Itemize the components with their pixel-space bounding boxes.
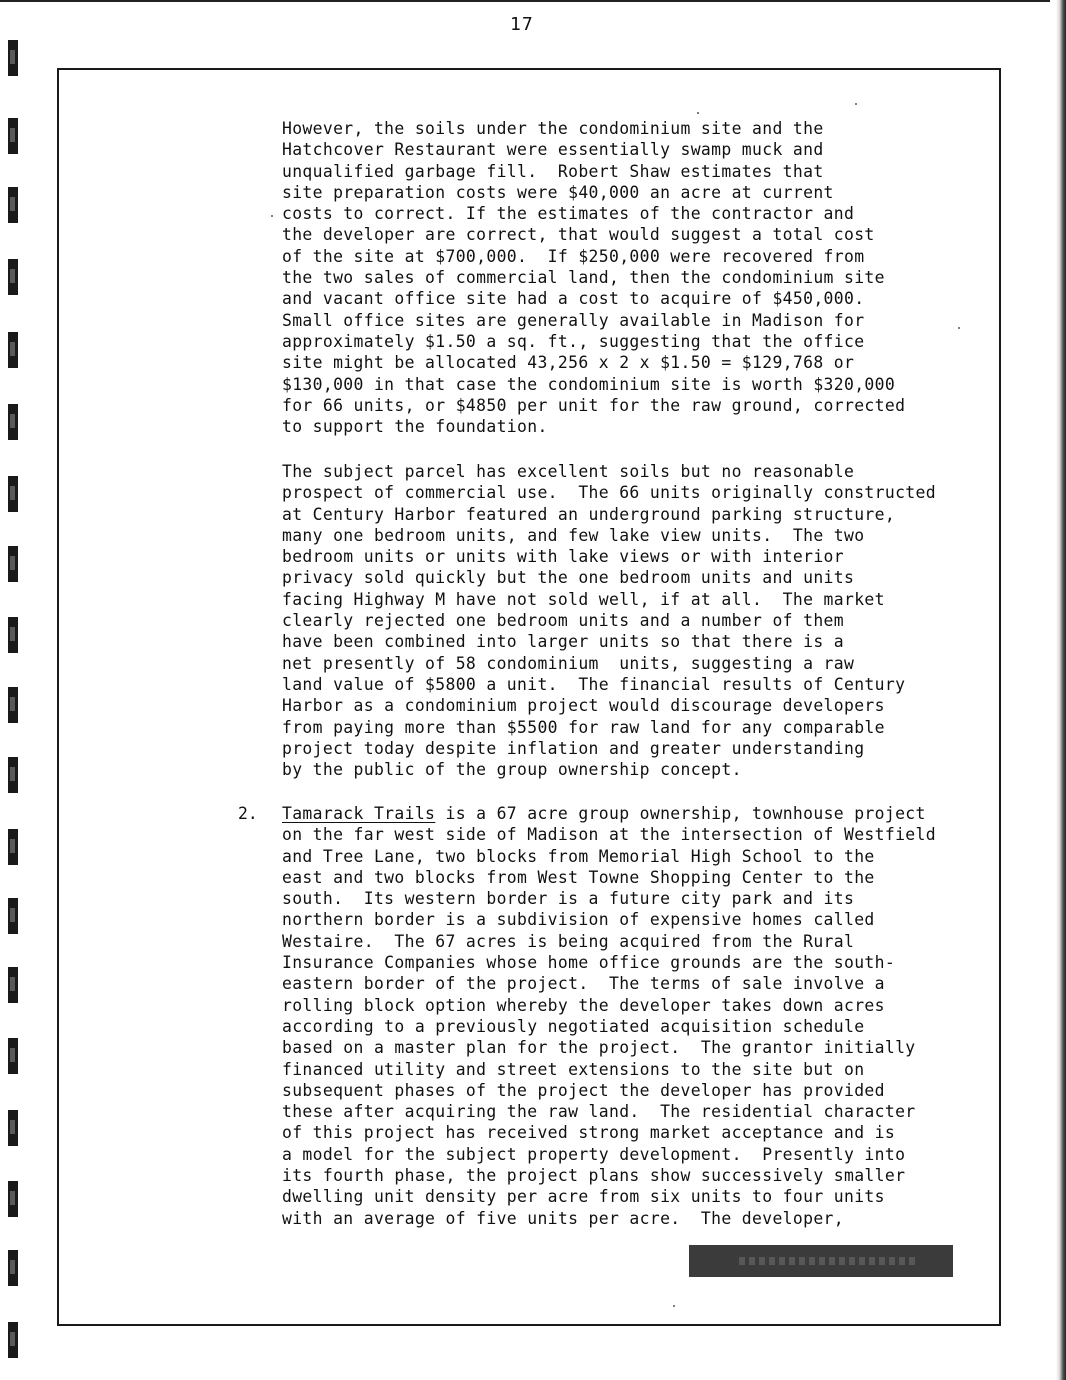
- binding-hole-mark: [8, 118, 18, 154]
- binding-hole-mark: [8, 546, 18, 582]
- binding-hole-mark: [8, 967, 18, 1003]
- binding-hole-mark: [8, 40, 18, 76]
- binding-hole-mark: [8, 476, 18, 512]
- list-item-number: 2.: [238, 804, 258, 823]
- binding-hole-mark: [8, 1322, 18, 1358]
- binding-hole-mark: [8, 829, 18, 865]
- scan-speck: [697, 112, 699, 114]
- redaction-bar: [689, 1245, 953, 1277]
- scan-speck: [958, 327, 960, 329]
- binding-hole-mark: [8, 1250, 18, 1286]
- scan-speck: [855, 103, 857, 105]
- binding-hole-mark: [8, 687, 18, 723]
- scan-speck: [271, 215, 273, 217]
- binding-hole-mark: [8, 187, 18, 223]
- binding-hole-mark: [8, 1110, 18, 1146]
- binding-hole-mark: [8, 259, 18, 295]
- binding-hole-mark: [8, 757, 18, 793]
- binding-hole-mark: [8, 404, 18, 440]
- page-number: 17: [510, 14, 534, 35]
- tamarack-trails-title: Tamarack Trails: [282, 804, 436, 823]
- binding-hole-mark: [8, 1181, 18, 1217]
- scan-speck: [673, 1305, 675, 1307]
- binding-hole-mark: [8, 332, 18, 368]
- paragraph-subject-parcel: The subject parcel has excellent soils but no reasonable prospect of commercial use. The 66 units originally constructed at Century Harbor featured an underground parking structure, many one bedroom units, and few lake view units. The two bedroom units or units with lake views or with interior privacy sold quickly but the one bedroom units and units facing Highway M have not sold well, if at all. The market clearly rejected one bedroom units and a number of them have been combined into larger units so that there is a net presently of 58 condominium units, suggesting a raw land value of $5800 a unit. The financial results of Century Harbor as a condominium project would discourage developers from paying more than $5500 for raw land for any comparable project today despite inflation and greater understanding by the public of the group ownership concept.: [282, 462, 936, 780]
- paragraph-condominium-soils: However, the soils under the condominium site and the Hatchcover Restaurant were essentially swamp muck and unqualified garbage fill. Robert Shaw estimates that site preparation costs were $40,000 an acre at current costs to correct. If the estimates of the contractor and the developer are correct, that would suggest a total cost of the site at $700,000. If $250,000 were recovered from the two sales of commercial land, then the condominium site and vacant office site had a cost to acquire of $450,000. Small office sites are generally available in Madison for approximately $1.50 a sq. ft., suggesting that the office site might be allocated 43,256 x 2 x $1.50 = $129,768 or $130,000 in that case the condominium site is worth $320,000 for 66 units, or $4850 per unit for the raw ground, corrected to support the foundation.: [282, 119, 906, 437]
- right-scan-edge: [1056, 0, 1066, 1380]
- binding-hole-mark: [8, 617, 18, 653]
- tamarack-trails-text: is a 67 acre group ownership, townhouse project on the far west side of Madison at the intersection of Westfield and Tree Lane, two blocks from Memorial High School to the east and two blocks from West Towne Shopping Center to the south. Its western border is a future city park and its northern border is a subdivision of expensive homes called Westaire. The 67 acres is being acquired from the Rural Insurance Companies whose home office grounds are the south- eastern border of the project. The terms of sale involve a rolling block option whereby the developer takes down acres according to a previously negotiated acquisition schedule based on a master plan for the project. The grantor initially financed utility and street extensions to the site but on subsequent phases of the project the developer has provided these after acquiring the raw land. The residential character of this project has received strong market acceptance and is a model for the subject property development. Presently into its fourth phase, the project plans show successively smaller dwelling unit density per acre from six units to four units with an average of five units per acre. The developer,: [282, 804, 936, 1228]
- top-scan-edge: [0, 0, 1050, 2]
- binding-hole-mark: [8, 898, 18, 934]
- binding-hole-mark: [8, 1038, 18, 1074]
- paragraph-tamarack-trails: [282, 803, 982, 1229]
